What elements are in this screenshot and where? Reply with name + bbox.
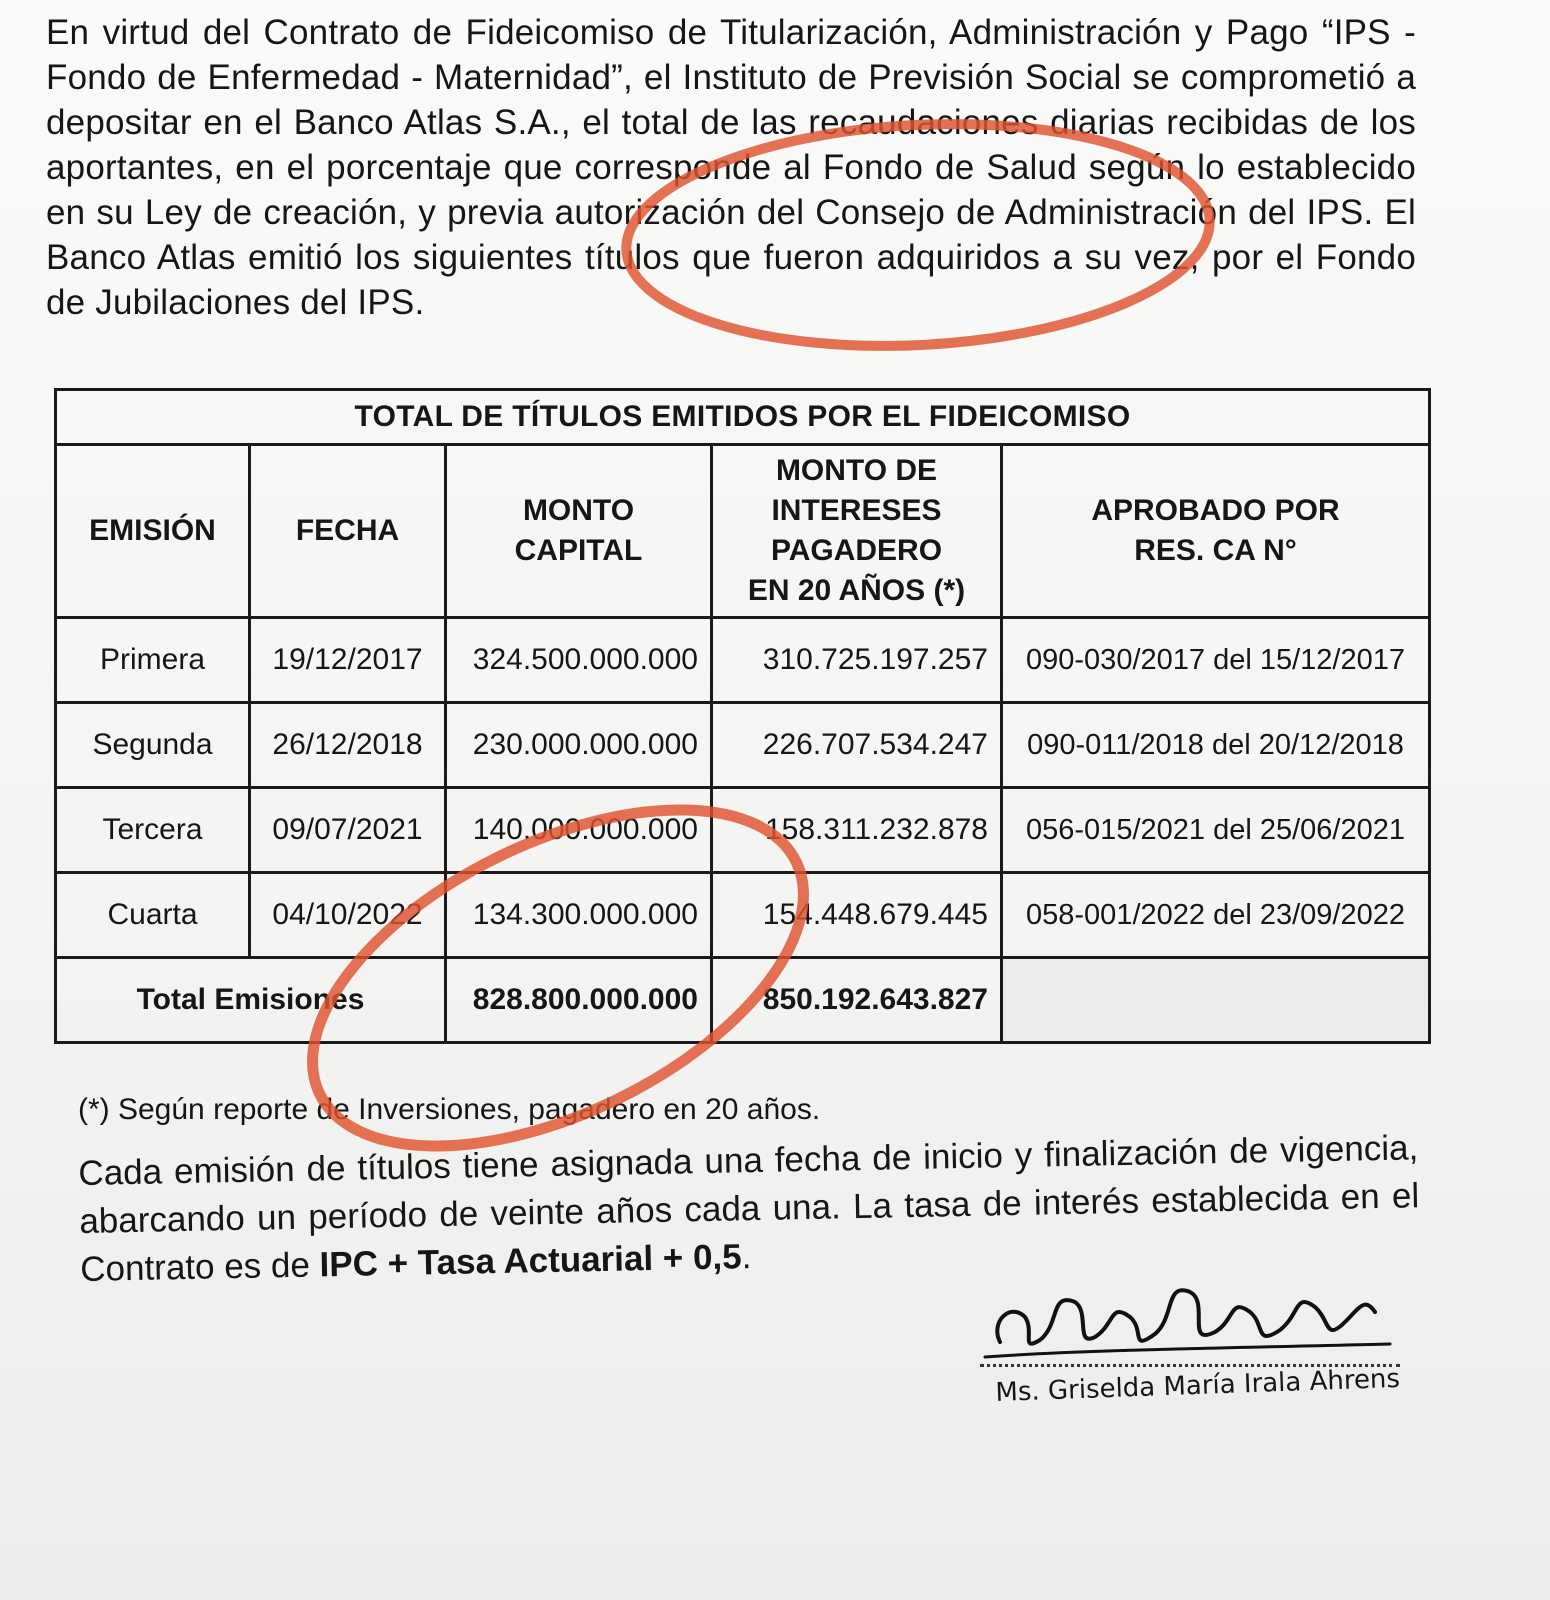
closing-end: . <box>741 1237 752 1277</box>
table-row <box>56 703 1430 788</box>
closing-text: Cada emisión de títulos tiene asignada una fecha de inicio y finalización de vigencia, abarcando un período de veinte años cada una. La tasa de interés establecida en el Contrato es de <box>78 1128 1420 1289</box>
cell-fecha: 19/12/2017 <box>250 618 446 703</box>
footnote: (*) Según reporte de Inversiones, pagadero en 20 años. <box>78 1093 821 1126</box>
col-header-fecha: FECHA <box>250 445 446 618</box>
table-title: TOTAL DE TÍTULOS EMITIDOS POR EL FIDEICOMISO <box>56 390 1430 445</box>
total-capital: 828.800.000.000 <box>446 958 712 1043</box>
col-header-intereses: MONTO DE INTERESES PAGADERO EN 20 AÑOS (*) <box>712 445 1002 618</box>
cell-emision: Segunda <box>56 703 250 788</box>
cell-emision: Primera <box>56 618 250 703</box>
cell-emision: Tercera <box>56 788 250 873</box>
cell-intereses: 310.725.197.257 <box>712 618 1002 703</box>
cell-resolucion: 058-001/2022 del 23/09/2022 <box>1002 873 1430 958</box>
cell-capital: 324.500.000.000 <box>446 618 712 703</box>
col-header-aprobado: APROBADO POR RES. CA N° <box>1002 445 1430 618</box>
cell-fecha: 09/07/2021 <box>250 788 446 873</box>
signature-scribble <box>980 1262 1400 1372</box>
cell-emision: Cuarta <box>56 873 250 958</box>
cell-capital: 230.000.000.000 <box>446 703 712 788</box>
total-row <box>56 958 1430 1043</box>
table-row <box>56 873 1430 958</box>
cell-fecha: 04/10/2022 <box>250 873 446 958</box>
total-label: Total Emisiones <box>56 958 446 1043</box>
cell-intereses: 154.448.679.445 <box>712 873 1002 958</box>
total-empty-cell <box>1002 958 1430 1043</box>
cell-capital: 140.000.000.000 <box>446 788 712 873</box>
titles-table <box>54 388 1431 1044</box>
cell-fecha: 26/12/2018 <box>250 703 446 788</box>
cell-resolucion: 090-011/2018 del 20/12/2018 <box>1002 703 1430 788</box>
cell-capital: 134.300.000.000 <box>446 873 712 958</box>
col-header-emision: EMISIÓN <box>56 445 250 618</box>
total-intereses: 850.192.643.827 <box>712 958 1002 1043</box>
col-header-monto-capital: MONTO CAPITAL <box>446 445 712 618</box>
signer-name: Ms. Griselda María Irala Ahrens <box>995 1363 1401 1408</box>
cell-intereses: 158.311.232.878 <box>712 788 1002 873</box>
table-row <box>56 618 1430 703</box>
interest-rate-formula: IPC + Tasa Actuarial + 0,5 <box>319 1237 743 1285</box>
table-row <box>56 788 1430 873</box>
intro-paragraph: En virtud del Contrato de Fideicomiso de Titularización, Administración y Pago “IPS - Fondo de Enfermedad - Maternidad”, el Instituto de Previsión Social se comprometió a depositar en el Banco Atlas S.A., el total de las recaudaciones diarias recibidas de los aportantes, en el porcentaje que corresponde al Fondo de Salud según lo establecido en su Ley de creación, y previa autorización del Consejo de Administración del IPS. El Banco Atlas emitió los siguientes títulos que fueron adquiridos a su vez, por el Fondo de Jubilaciones del IPS. <box>46 13 1416 322</box>
cell-resolucion: 090-030/2017 del 15/12/2017 <box>1002 618 1430 703</box>
cell-intereses: 226.707.534.247 <box>712 703 1002 788</box>
cell-resolucion: 056-015/2021 del 25/06/2021 <box>1002 788 1430 873</box>
